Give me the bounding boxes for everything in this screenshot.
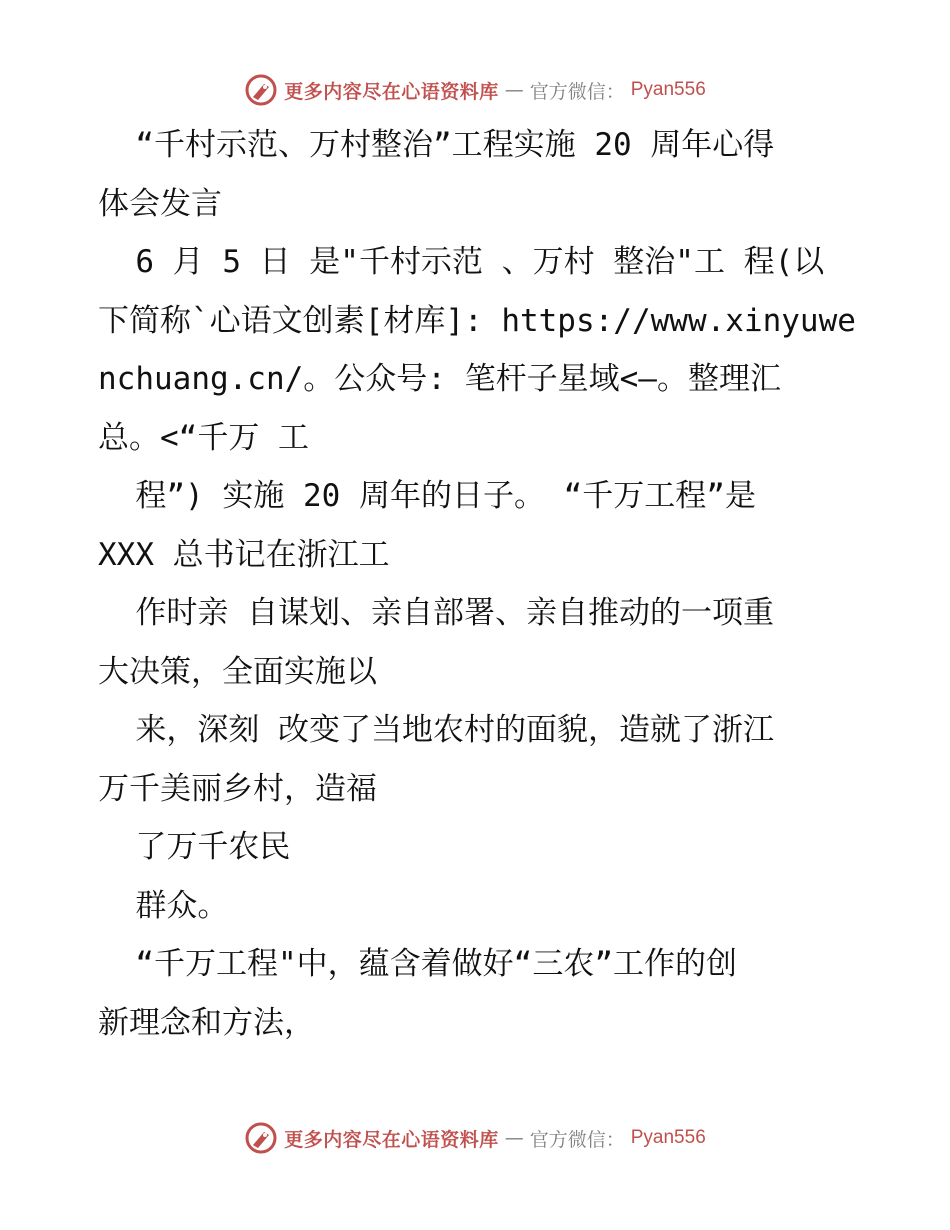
text-line: 体会发言 (98, 185, 222, 222)
pen-nib-circle-icon (244, 73, 278, 107)
text-line: nchuang.cn/。公众号: 笔杆子星域<—。整理汇 (98, 361, 781, 397)
header-wechat-id: Pyan556 (630, 79, 706, 100)
header-brand-text: 更多内容尽在心语资料库 (284, 80, 499, 103)
page-header (0, 70, 950, 110)
text-line: “千村示范、万村整治”工程实施 20 周年心得 (98, 127, 775, 163)
pen-nib-circle-icon (244, 1121, 278, 1155)
header-separator: — (504, 79, 524, 101)
text-line: 6 月 5 日 是"千村示范 、万村 整治"工 程(以 (98, 244, 825, 280)
text-line: 群众。 (98, 887, 229, 924)
text-line: 了万千农民 (98, 829, 291, 865)
text-line: 下简称`心语文创素[材库]: https://www.xinyuwe (98, 302, 856, 339)
text-line: 新理念和方法， (98, 1004, 315, 1041)
footer-wechat-label: 官方微信： (529, 1128, 625, 1151)
header-wechat-label: 官方微信： (529, 80, 625, 103)
text-line: 作时亲 自谋划、亲自部署、亲自推动的一项重 (98, 595, 774, 631)
text-line: 总。<“千万 工 (98, 419, 309, 456)
text-line: 来，深刻 改变了当地农村的面貌，造就了浙江 (98, 712, 774, 748)
text-line: 万千美丽乡村，造福 (98, 770, 377, 807)
text-line: “千万工程"中，蕴含着做好“三农”工作的创 (98, 946, 737, 982)
text-line: 大决策，全面实施以 (98, 653, 377, 690)
footer-brand-text: 更多内容尽在心语资料库 (284, 1128, 499, 1151)
document-body (98, 116, 858, 1052)
page-footer (0, 1118, 950, 1158)
text-line: XXX 总书记在浙江工 (98, 536, 390, 573)
footer-separator: — (504, 1127, 524, 1149)
footer-wechat-id: Pyan556 (630, 1127, 706, 1148)
text-line: 程”) 实施 20 周年的日子。 “千万工程”是 (98, 478, 756, 514)
